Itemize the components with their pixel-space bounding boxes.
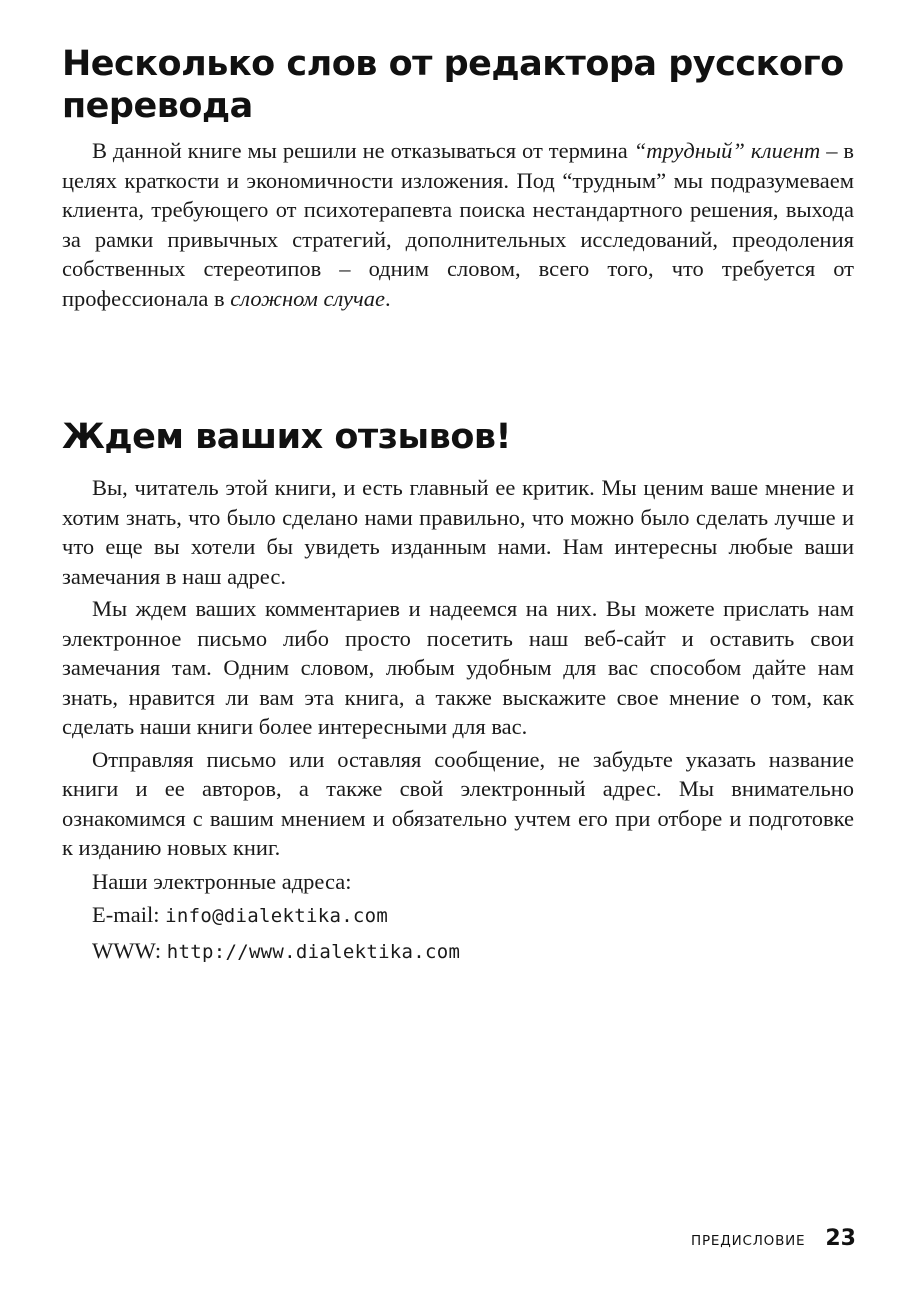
email-label: E-mail: xyxy=(92,902,166,927)
editor-note-text xyxy=(62,136,854,313)
text-fragment: . xyxy=(384,285,391,311)
www-line xyxy=(62,936,854,968)
heading-feedback: Ждем ваших отзывов! xyxy=(62,417,511,457)
feedback-paragraph: Вы, читатель этой книги, и есть главный ее критик. Мы ценим ваше мнение и хотим знать, что было сделано нами правильно, что можно было сделать лучше и что еще вы хотели бы увидеть изданным нами. Нам интересны любые ваши замечания в наш адрес. xyxy=(62,475,854,589)
feedback-paragraph: Отправляя письмо или оставляя сообщение, не забудьте указать название книги и ее авторов, а также свой электронный адрес. Мы внимательно ознакомимся с вашим мнением и обязательно учтем его при отборе и подготовке к изданию новых книг. xyxy=(62,746,854,860)
email-address: info@dialektika.com xyxy=(165,905,389,927)
text-fragment: В данной книге мы решили не отказываться от термина xyxy=(92,138,634,163)
feedback-paragraph: Мы ждем ваших комментариев и надеемся на них. Вы можете прислать нам электронное письмо либо просто посетить наш веб-сайт и оставить свои замечания там. Одним словом, любым удобным для вас способом дайте нам знать, нравится ли вам эта книга, а также выскажите свое мнение о том, как сделать наши книги более интересными для вас. xyxy=(62,596,854,739)
website-url: http://www.dialektika.com xyxy=(166,940,461,963)
text-fragment: – в целях краткости и экономичности изложения. Под “трудным” мы подразумеваем клиента, требующего от психотерапевта поиска нестандартного решения, выхода за рамки привычных стратегий, дополнительных исследований, преодоления собственных стереотипов – одним словом, всего того, что требуется от профессионала в xyxy=(62,138,854,311)
addresses-heading: Наши электронные адреса: xyxy=(92,868,352,894)
editor-note-paragraph xyxy=(62,136,854,313)
page-number: 23 xyxy=(825,1226,856,1251)
italic-term: сложном случае xyxy=(230,285,385,311)
page-footer xyxy=(691,1226,856,1251)
www-label: WWW: xyxy=(92,937,167,963)
heading-editor-note: Несколько слов от редактора русского перевода xyxy=(62,44,844,126)
italic-term: “трудный” клиент xyxy=(633,138,821,163)
email-line xyxy=(62,900,854,932)
feedback-text xyxy=(62,473,854,967)
running-footer-section: ПРЕДИСЛОВИЕ xyxy=(691,1233,806,1249)
